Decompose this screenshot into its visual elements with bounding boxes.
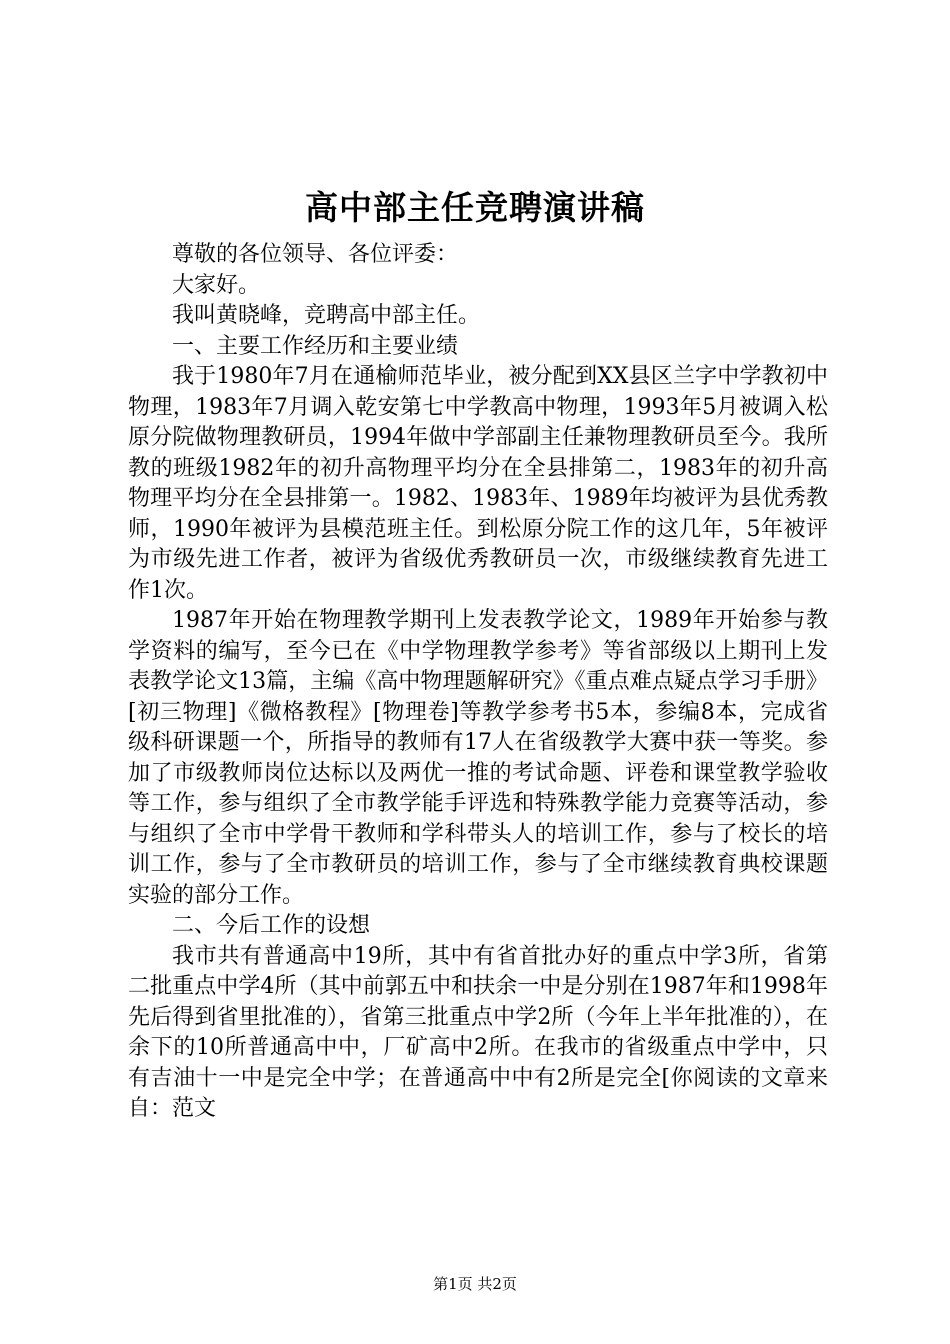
paragraph-career-history: 我于1980年7月在通榆师范毕业，被分配到XX县区兰字中学教初中物理，1983年7月调入乾安第七中学教高中物理，1993年5月被调入松原分院做物理教研员，1994年做中学部副主任兼物理教研员至今。我所教的班级1982年的初升高物理平均分在全县排第二，1983年的初升高物理平均分在全县排第一。1982、1983年、1989年均被评为县优秀教师，1990年被评为县模范班主任。到松原分院工作的这几年，5年被评为市级先进工作者，被评为省级优秀教研员一次，市级继续教育先进工作1次。 — [128, 364, 828, 603]
document-title: 高中部主任竞聘演讲稿 — [305, 188, 645, 227]
paragraph-introduction: 我叫黄晓峰，竞聘高中部主任。 — [172, 303, 481, 328]
paragraph-salutation: 尊敬的各位领导、各位评委： — [172, 242, 459, 267]
paragraph-publications: 1987年开始在物理教学期刊上发表教学论文，1989年开始参与教学资料的编写，至今已在《中学物理教学参考》等省部级以上期刊上发表教学论文13篇，主编《高中物理题解研究》《重点难点疑点学习手册》[初三物理]《微格教程》[物理卷]等教学参考书5本，参编8本，完成省级科研课题一个，所指导的教师有17人在省级教学大赛中获一等奖。参加了市级教师岗位达标以及两优一推的考试命题、评卷和课堂教学验收等工作，参与组织了全市教学能手评选和特殊教学能力竞赛等活动，参与组织了全市中学骨干教师和学科带头人的培训工作，参与了校长的培训工作，参与了全市教研员的培训工作，参与了全市继续教育典校课题实验的部分工作。 — [128, 608, 828, 908]
paragraph-school-overview: 我市共有普通高中19所，其中有省首批办好的重点中学3所，省第二批重点中学4所（其中前郭五中和扶余一中是分别在1987年和1998年先后得到省里批准的），省第三批重点中学2所（今年上半年批准的），在余下的10所普通高中中，厂矿高中2所。在我市的省级重点中学中，只有吉油十一中是完全中学；在普通高中中有2所是完全[你阅读的文章来自：范文 — [128, 943, 828, 1121]
section-heading-experience: 一、主要工作经历和主要业绩 — [172, 333, 459, 359]
page-footer: 第1页 共2页 — [433, 1275, 517, 1293]
section-heading-future-plans: 二、今后工作的设想 — [172, 913, 371, 938]
document-body — [128, 240, 828, 1125]
paragraph-greeting: 大家好。 — [172, 272, 261, 298]
